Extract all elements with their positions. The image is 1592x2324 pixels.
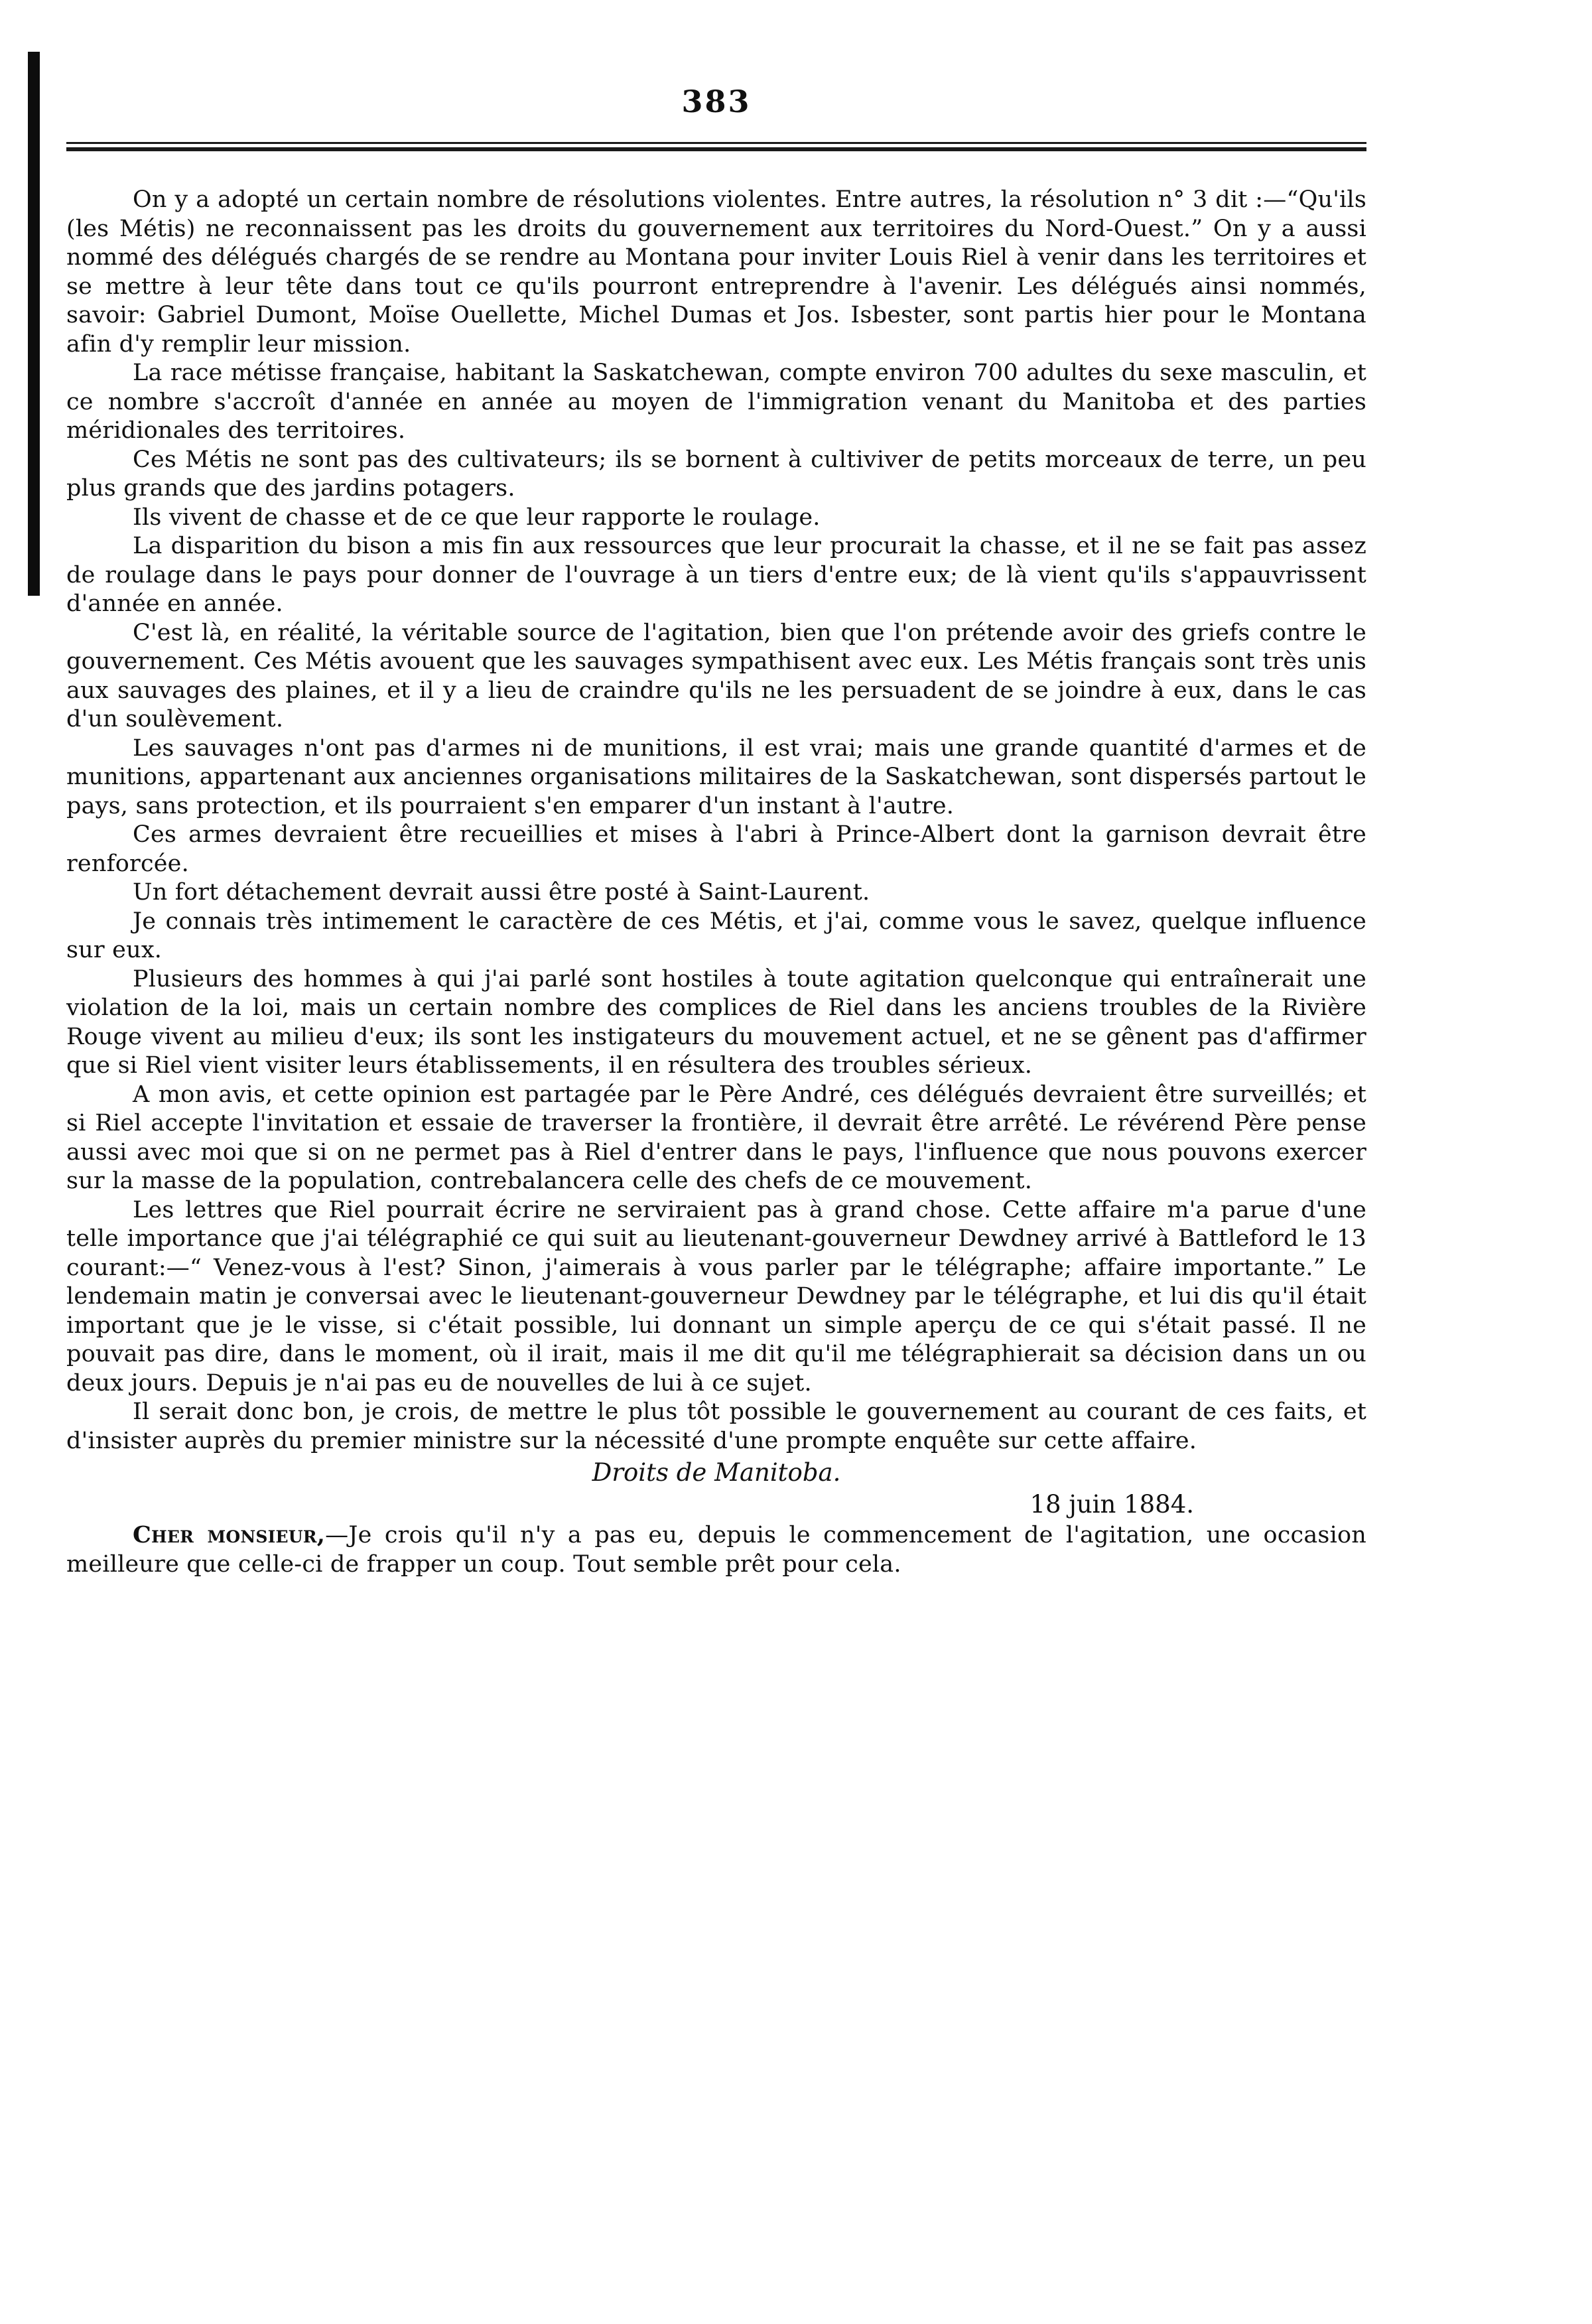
paragraph-5: La disparition du bison a mis fin aux ressources que leur procurait la chasse, et il ne se fait pas assez de roulage dans le pays pour donner de l'ouvrage à un tiers d'entre eux; de là vient qu'ils s'appauvrissent d'année en année. [66,533,1366,617]
document-page [66,86,1366,1579]
header-rule-thin [66,142,1366,144]
header-rule-thick [66,147,1366,151]
body-text [66,186,1366,1579]
margin-bar [28,52,40,596]
section-heading: Droits de Manitoba. [592,1458,841,1487]
paragraph-13: Les lettres que Riel pourrait écrire ne serviraient pas à grand chose. Cette affaire m'a parue d'une telle importance que j'ai télégraphié ce qui suit au lieutenant-gouverneur Dewdney arrivé à Battleford le 13 courant:—“ Venez-vous à l'est? Sinon, j'aimerais à vous parler par le télégraphe; affaire importante.” Le lendemain matin je conversai avec le lieutenant-gouverneur Dewdney par le télégraphe, et lui dis qu'il était important que je le visse, si c'était possible, lui donnant un simple aperçu de ce qui s'était passé. Il ne pouvait pas dire, dans le moment, où il irait, mais il me dit qu'il me télégraphierait sa décision dans un ou deux jours. Depuis je n'ai pas eu de nouvelles de lui à ce sujet. [66,1196,1366,1397]
letter-date: 18 juin 1884. [1029,1490,1194,1519]
paragraph-1: On y a adopté un certain nombre de résolutions violentes. Entre autres, la résolution n° 3 dit :—“Qu'ils (les Métis) ne reconnaissent pas les droits du gouvernement aux territoires du Nord-Ouest.” On y a aussi nommé des délégués chargés de se rendre au Montana pour inviter Louis Riel à venir dans les territoires et se mettre à leur tête dans tout ce qu'ils pourront entreprendre à l'avenir. Les délégués ainsi nommés, savoir: Gabriel Dumont, Moïse Ouellette, Michel Dumas et Jos. Isbester, sont partis hier pour le Montana afin d'y remplir leur mission. [66,186,1366,358]
paragraph-12: A mon avis, et cette opinion est partagée par le Père André, ces délégués devraient être surveillés; et si Riel accepte l'invitation et essaie de traverser la frontière, il devrait être arrêté. Le révérend Père pense aussi avec moi que si on ne permet pas à Riel d'entrer dans le pays, l'influence que nous pouvons exercer sur la masse de la population, contrebalancera celle des chefs de ce mouvement. [66,1081,1366,1194]
letter-paragraph [66,1521,1366,1579]
letter-text: —Je crois qu'il n'y a pas eu, depuis le commencement de l'agitation, une occasion meilleure que celle-ci de frapper un coup. Tout semble prêt pour cela. [66,1522,1366,1578]
paragraph-7: Les sauvages n'ont pas d'armes ni de munitions, il est vrai; mais une grande quantité d'armes et de munitions, appartenant aux anciennes organisations militaires de la Saskatchewan, sont dispersés partout le pays, sans protection, et ils pourraient s'en emparer d'un instant à l'autre. [66,734,1366,819]
paragraph-11: Plusieurs des hommes à qui j'ai parlé sont hostiles à toute agitation quelconque qui entraînerait une violation de la loi, mais un certain nombre des complices de Riel dans les anciens troubles de la Rivière Rouge vivent au milieu d'eux; ils sont les instigateurs du mouvement actuel, et ne se gênent pas d'affirmer que si Riel vient visiter leurs établissements, il en résultera des troubles sérieux. [66,965,1366,1079]
paragraph-6: C'est là, en réalité, la véritable source de l'agitation, bien que l'on prétende avoir des griefs contre le gouvernement. Ces Métis avouent que les sauvages sympathisent avec eux. Les Métis français sont très unis aux sauvages des plaines, et il y a lieu de craindre qu'ils ne les persuadent de se joindre à eux, dans le cas d'un soulèvement. [66,619,1366,732]
paragraph-14: Il serait donc bon, je crois, de mettre le plus tôt possible le gouvernement au courant de ces faits, et d'insister auprès du premier ministre sur la nécessité d'une prompte enquête sur cette affaire. [66,1399,1366,1454]
paragraph-8: Ces armes devraient être recueillies et mises à l'abri à Prince-Albert dont la garnison devrait être renforcée. [66,821,1366,877]
paragraph-10: Je connais très intimement le caractère de ces Métis, et j'ai, comme vous le savez, quelque influence sur eux. [66,908,1366,963]
paragraph-2: La race métisse française, habitant la Saskatchewan, compte environ 700 adultes du sexe masculin, et ce nombre s'accroît d'année en année au moyen de l'immigration venant du Manitoba et des parties méridionales des territoires. [66,360,1366,444]
page-number: 383 [681,84,752,119]
paragraph-9: Un fort détachement devrait aussi être posté à Saint-Laurent. [133,879,870,906]
paragraph-4: Ils vivent de chasse et de ce que leur rapporte le roulage. [133,504,821,531]
letter-salutation: Cher monsieur, [133,1521,326,1548]
paragraph-3: Ces Métis ne sont pas des cultivateurs; ils se bornent à cultiviver de petits morceaux de terre, un peu plus grands que des jardins potagers. [66,446,1366,502]
